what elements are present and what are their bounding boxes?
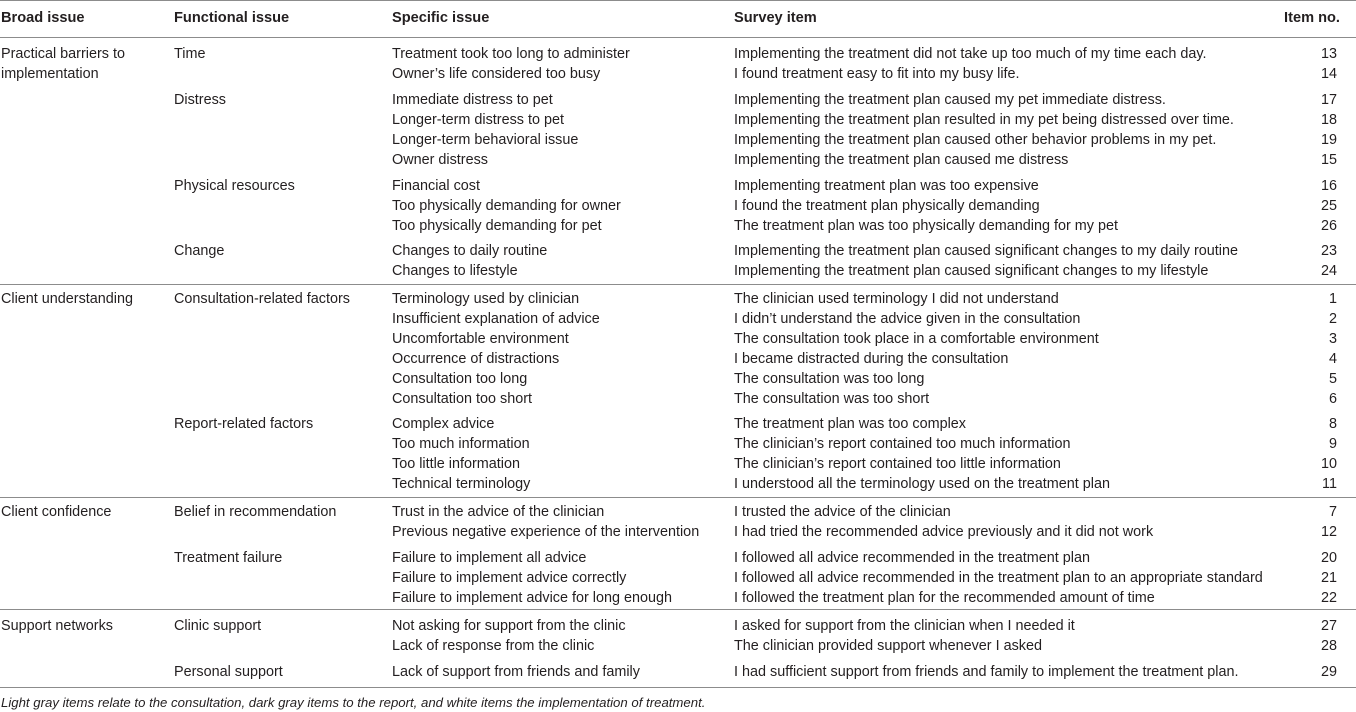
broad-issue: Support networks [1,618,113,634]
specific-issue: Too much information [392,436,530,452]
table-row [0,176,1356,196]
survey-item: The treatment plan was too complex [734,416,966,432]
section-rule-client-confidence [0,497,1356,498]
specific-issue: Not asking for support from the clinic [392,618,626,634]
survey-item: Implementing the treatment plan caused significant changes to my lifestyle [734,263,1209,279]
specific-issue: Changes to daily routine [392,243,548,259]
item-number: 20 [1320,550,1337,566]
header-rule [0,37,1356,38]
item-number: 8 [1328,416,1337,432]
item-number: 26 [1320,218,1337,234]
table-footnote: Light gray items relate to the consultation, dark gray items to the report, and white items the implementation of treatment. [1,695,706,710]
table-row [0,241,1356,261]
survey-item: I had sufficient support from friends and family to implement the treatment plan. [734,664,1239,680]
header-survey-item: Survey item [734,10,817,26]
specific-issue: Owner’s life considered too busy [392,66,601,82]
table-row [0,369,1356,389]
table-row [0,130,1356,150]
survey-item: I asked for support from the clinician when I needed it [734,618,1075,634]
survey-item: I trusted the advice of the clinician [734,504,951,520]
table-row [0,662,1356,682]
item-number: 6 [1328,391,1337,407]
item-number: 1 [1328,291,1337,307]
top-rule [0,0,1356,1]
survey-item: I understood all the terminology used on the treatment plan [734,476,1110,492]
broad-issue: Client understanding [1,291,134,307]
survey-item: Implementing the treatment plan caused other behavior problems in my pet. [734,132,1217,148]
survey-item: The consultation was too long [734,371,925,387]
specific-issue: Complex advice [392,416,495,432]
broad-issue: Practical barriers to implementation [1,46,125,82]
bottom-rule [0,687,1356,688]
specific-issue: Trust in the advice of the clinician [392,504,605,520]
table-row [0,216,1356,236]
specific-issue: Too physically demanding for pet [392,218,602,234]
survey-item: Implementing treatment plan was too expensive [734,178,1039,194]
survey-item: I found the treatment plan physically demanding [734,198,1040,214]
specific-issue: Too little information [392,456,520,472]
item-number: 18 [1320,112,1337,128]
item-number: 12 [1320,524,1337,540]
functional-issue: Report-related factors [174,416,314,432]
specific-issue: Financial cost [392,178,480,194]
broad-issue: Client confidence [1,504,112,520]
table-row [0,90,1356,110]
table-row [0,616,1356,636]
functional-issue: Personal support [174,664,283,680]
header-functional-issue: Functional issue [174,10,290,26]
specific-issue: Failure to implement all advice [392,550,587,566]
table-row [0,414,1356,434]
header-item-no: Item no. [1284,10,1340,26]
table-header [0,8,1356,28]
functional-issue: Belief in recommendation [174,504,337,520]
table-row [0,289,1356,309]
survey-item: I found treatment easy to fit into my busy life. [734,66,1020,82]
table-row [0,150,1356,170]
survey-item: The consultation took place in a comfortable environment [734,331,1099,347]
item-number: 19 [1320,132,1337,148]
specific-issue: Technical terminology [392,476,531,492]
specific-issue: Occurrence of distractions [392,351,560,367]
table-row [0,329,1356,349]
item-number: 16 [1320,178,1337,194]
specific-issue: Terminology used by clinician [392,291,580,307]
functional-issue: Distress [174,92,226,108]
item-number: 14 [1320,66,1337,82]
table-row [0,110,1356,130]
functional-issue: Clinic support [174,618,262,634]
specific-issue: Changes to lifestyle [392,263,518,279]
specific-issue: Longer-term distress to pet [392,112,564,128]
survey-item: Implementing the treatment plan caused my pet immediate distress. [734,92,1166,108]
survey-item: The clinician’s report contained too much information [734,436,1071,452]
specific-issue: Treatment took too long to administer [392,46,630,62]
table-row [0,474,1356,494]
item-number: 13 [1320,46,1337,62]
item-number: 9 [1328,436,1337,452]
header-broad-issue: Broad issue [1,10,85,26]
specific-issue: Consultation too short [392,391,532,407]
survey-item: The clinician’s report contained too little information [734,456,1061,472]
survey-item: Implementing the treatment did not take up too much of my time each day. [734,46,1207,62]
table-row [0,502,1356,522]
table-row [0,636,1356,656]
table-row [0,434,1356,454]
table-row [0,389,1356,409]
functional-issue: Time [174,46,206,62]
specific-issue: Insufficient explanation of advice [392,311,600,327]
specific-issue: Uncomfortable environment [392,331,569,347]
functional-issue: Change [174,243,225,259]
item-number: 15 [1320,152,1337,168]
specific-issue: Consultation too long [392,371,528,387]
survey-item: The clinician used terminology I did not understand [734,291,1059,307]
item-number: 23 [1320,243,1337,259]
survey-item: I became distracted during the consultation [734,351,1009,367]
table-row [0,261,1356,281]
section-rule-client-understanding [0,284,1356,285]
table-row [0,568,1356,588]
survey-item: Implementing the treatment plan caused me distress [734,152,1069,168]
item-number: 11 [1322,476,1337,492]
item-number: 28 [1320,638,1337,654]
specific-issue: Failure to implement advice for long enough [392,590,672,606]
specific-issue: Immediate distress to pet [392,92,553,108]
specific-issue: Too physically demanding for owner [392,198,621,214]
item-number: 25 [1320,198,1337,214]
item-number: 7 [1328,504,1337,520]
item-number: 10 [1320,456,1337,472]
table-row [0,349,1356,369]
item-number: 27 [1320,618,1337,634]
item-number: 5 [1328,371,1337,387]
table-row [0,196,1356,216]
item-number: 4 [1328,351,1337,367]
item-number: 29 [1320,664,1337,680]
specific-issue: Lack of response from the clinic [392,638,595,654]
header-specific-issue: Specific issue [392,10,490,26]
item-number: 17 [1320,92,1337,108]
item-number: 3 [1328,331,1337,347]
table-row [0,522,1356,542]
specific-issue: Previous negative experience of the intervention [392,524,700,540]
survey-item: I followed all advice recommended in the treatment plan [734,550,1090,566]
item-number: 21 [1320,570,1337,586]
specific-issue: Owner distress [392,152,488,168]
functional-issue: Physical resources [174,178,295,194]
table-row [0,454,1356,474]
functional-issue: Treatment failure [174,550,283,566]
survey-item: I didn’t understand the advice given in the consultation [734,311,1081,327]
functional-issue: Consultation-related factors [174,291,350,307]
survey-item: I followed all advice recommended in the treatment plan to an appropriate standard [734,570,1263,586]
survey-item: Implementing the treatment plan resulted in my pet being distressed over time. [734,112,1234,128]
specific-issue: Failure to implement advice correctly [392,570,627,586]
specific-issue: Lack of support from friends and family [392,664,640,680]
survey-item: I followed the treatment plan for the recommended amount of time [734,590,1155,606]
survey-item: Implementing the treatment plan caused significant changes to my daily routine [734,243,1238,259]
item-number: 2 [1328,311,1337,327]
survey-item: I had tried the recommended advice previously and it did not work [734,524,1154,540]
survey-item: The treatment plan was too physically demanding for my pet [734,218,1118,234]
table-row [0,588,1356,608]
table-row [0,309,1356,329]
item-number: 22 [1320,590,1337,606]
item-number: 24 [1320,263,1337,279]
survey-item: The clinician provided support whenever I asked [734,638,1042,654]
table-row [0,548,1356,568]
survey-item: The consultation was too short [734,391,930,407]
table-row [0,64,1356,84]
section-rule-support-networks [0,609,1356,610]
specific-issue: Longer-term behavioral issue [392,132,579,148]
